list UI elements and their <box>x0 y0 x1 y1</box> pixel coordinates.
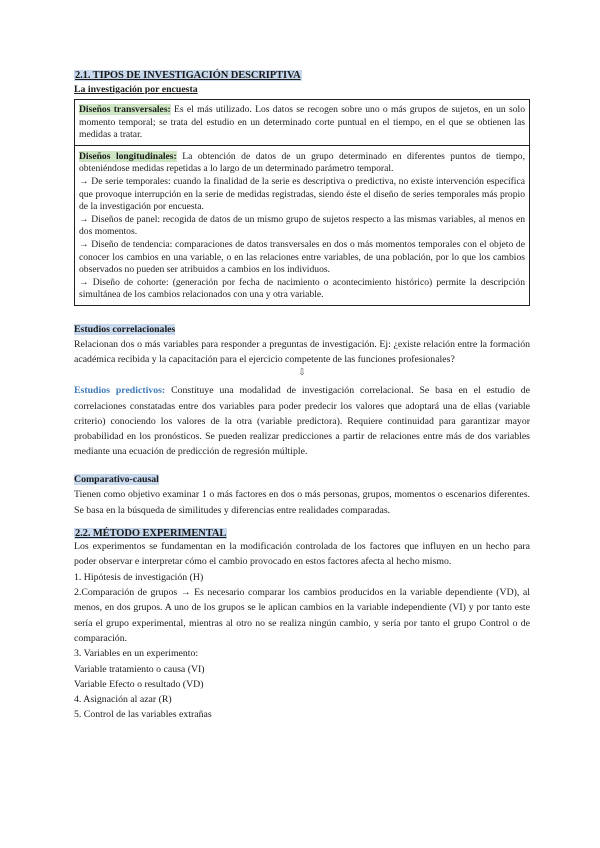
item-comparacion-grupos: 2.Comparación de grupos → Es necesario comparar los cambios producidos en la variable dependiente (VD), al menos, en dos grupos. A uno de los grupos se le aplican cambios en la variable independiente (VI) y por tanto este sería el grupo experimental, mientras al otro no se realiza ningún cambio, y sería por tanto el grupo Control o de comparación. <box>74 586 530 644</box>
text-comparativo: Tienen como objetivo examinar 1 o más factores en dos o más personas, grupos, momentos o escenarios diferentes. Se basa en la búsqueda de similitudes y diferencias entre realidades comparadas. <box>74 489 530 516</box>
document-page <box>74 70 530 722</box>
text-transversales: Es el más utilizado. Los datos se recogen sobre uno o más grupos de sujetos, en un solo momento temporal; se trata del estudio en un determinado corte puntual en el tiempo, en el que se obtienen las medidas a tratar. <box>79 104 525 141</box>
label-transversales: Diseños transversales: <box>79 104 171 115</box>
section-title-descriptiva: 2.1. TIPOS DE INVESTIGACIÓN DESCRIPTIVA <box>75 70 301 81</box>
item-asignacion-azar: 4. Asignación al azar (R) <box>74 693 172 705</box>
item-cohorte: → Diseño de cohorte: (generación por fecha de nacimiento o acontecimiento histórico) permite la descripción simultánea de los cambios relacionados con una y otra variable. <box>79 276 525 301</box>
item-series-temporales: → De serie temporales: cuando la finalidad de la serie es descriptiva o predictiva, no existe intervención específica que provoque interrupción en la serie de medidas registradas, siendo éste el diseño de series temporales más propio de la investigación por encuesta. <box>79 175 525 213</box>
item-hipotesis: 1. Hipótesis de investigación (H) <box>74 571 204 583</box>
text-predictivos: Constituye una modalidad de investigación correlacional. Se basa en el estudio de correlaciones constatadas entre dos variables para poder predecir los valores que adoptará una de ellas (variable criterio) conociendo los valores de la otra (variable predictora). Requiere continuidad para garantizar mayor probabilidad en los pronósticos. Se pueden realizar predicciones a partir de relaciones entre más de dos variables mediante una ecuación de predicción de regresión múltiple. <box>74 385 530 458</box>
text-experimental-intro: Los experimentos se fundamentan en la modificación controlada de los factores que influyen en un hecho para poder observar e interpretar cómo el cambio provocado en estos factores afecta al hecho mismo. <box>74 540 530 568</box>
item-control-variables: 5. Control de las variables extrañas <box>74 709 212 721</box>
block-experimental <box>74 528 530 723</box>
item-tendencia: → Diseño de tendencia: comparaciones de datos transversales en dos o más momentos temporales con el objeto de conocer los cambios en una variable, o en las relaciones entre variables, de una población, por lo que los cambios observados no pueden ser atribuidos a cambios en los individuos. <box>79 238 525 276</box>
block-correlacionales <box>74 319 530 381</box>
title-comparativo: Comparativo-causal <box>74 474 159 486</box>
section-title-experimental: 2.2. MÉTODO EXPERIMENTAL <box>75 527 227 539</box>
title-predictivos: Estudios predictivos: <box>74 385 166 397</box>
item-variable-tratamiento: Variable tratamiento o causa (VI) <box>74 663 205 675</box>
title-correlacionales: Estudios correlacionales <box>74 323 176 335</box>
text-correlacionales: Relacionan dos o más variables para responder a preguntas de investigación. Ej: ¿existe relación entre la formación académica recibida y la capacitación para el ejercicio competente de las funciones profesionales? <box>74 338 530 366</box>
down-arrow-icon: ⇩ <box>298 367 306 378</box>
block-comparativo <box>74 469 530 517</box>
text-longitudinales: La obtención de datos de un grupo determinado en diferentes puntos de tiempo, obteniéndose medidas repetidas a lo largo de un determinado parámetro temporal. <box>79 150 525 175</box>
block-predictivos <box>74 383 530 459</box>
label-longitudinales: Diseños longitudinales: <box>79 150 177 162</box>
item-panel: → Diseños de panel: recogida de datos de un mismo grupo de sujetos respecto a las mismas variables, al menos en dos momentos. <box>79 213 525 238</box>
item-variable-efecto: Variable Efecto o resultado (VD) <box>74 678 204 690</box>
subsection-title-encuesta: La investigación por encuesta <box>74 84 198 95</box>
item-variables: 3. Variables en un experimento: <box>74 648 199 660</box>
box-transversales <box>74 99 530 146</box>
box-longitudinales <box>74 146 530 306</box>
